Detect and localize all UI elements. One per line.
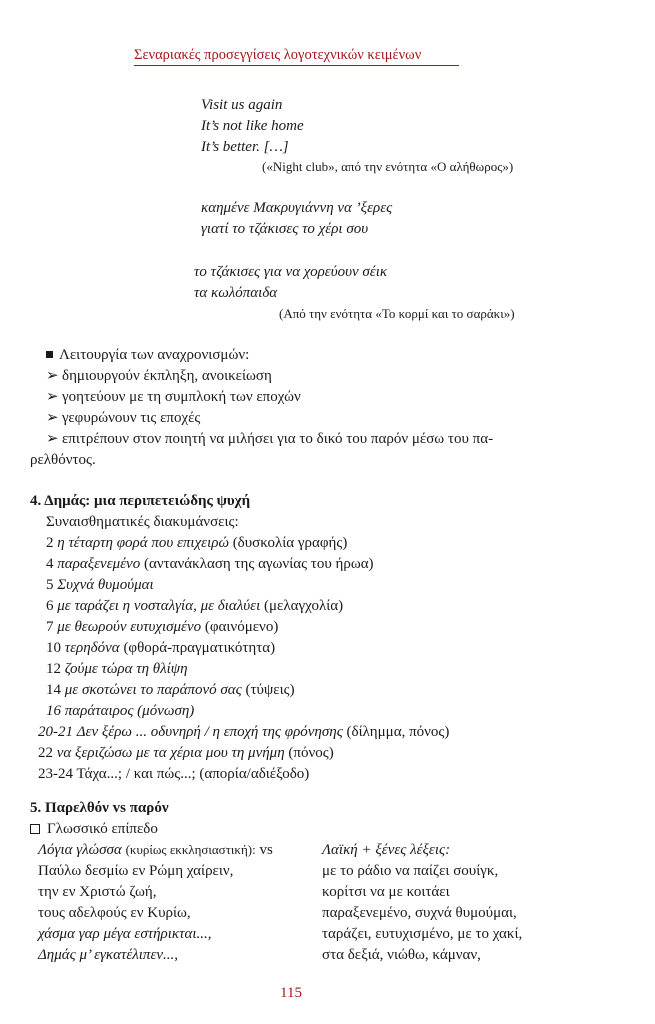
poem-line: τα κωλόπαιδα bbox=[194, 285, 278, 301]
poem-line: It’s better. […] bbox=[201, 139, 289, 155]
section-subtitle bbox=[30, 820, 158, 838]
note: (δίλημμα, πόνος) bbox=[346, 724, 450, 740]
left-head-note: (κυρίως εκκλησιαστική): bbox=[125, 842, 256, 857]
line-number: 12 bbox=[46, 661, 61, 677]
poem-line: το τζάκισες για να χορεύουν σέικ bbox=[194, 264, 388, 280]
left-line: χάσμα γαρ μέγα εστήρικται..., bbox=[38, 926, 212, 942]
list-item bbox=[46, 597, 343, 615]
arrow-bullet-icon: ➢ bbox=[46, 389, 59, 405]
column-header-left bbox=[38, 841, 273, 859]
list-item bbox=[46, 409, 200, 427]
page-number: 115 bbox=[280, 985, 302, 1001]
column-header-right: Λαϊκή + ξένες λέξεις: bbox=[322, 842, 451, 858]
line-number: 23-24 bbox=[38, 766, 73, 782]
list-item bbox=[46, 702, 194, 720]
anachronisms-title-text: Λειτουργία των αναχρονισμών: bbox=[59, 347, 250, 363]
note: (δυσκολία γραφής) bbox=[232, 535, 348, 551]
left-line: Παύλω δεσμίω εν Ρώμη χαίρειν, bbox=[38, 863, 234, 879]
right-line: κορίτσι να με κοιτάει bbox=[322, 884, 450, 900]
poem-line: καημένε Μακρυγιάννη να ’ξερες bbox=[201, 200, 393, 216]
quote: παραξενεμένο bbox=[57, 556, 141, 572]
quote: η τέταρτη φορά που επιχειρώ bbox=[57, 535, 229, 551]
quote: να ξεριζώσω με τα χέρια μου τη μνήμη bbox=[56, 745, 285, 761]
list-item bbox=[46, 618, 278, 636]
line-number: 16 bbox=[46, 703, 61, 719]
list-item bbox=[46, 639, 275, 657]
list-item bbox=[46, 660, 188, 678]
list-item bbox=[46, 681, 295, 699]
quote: τερηδόνα bbox=[64, 640, 120, 656]
running-header: Σεναριακές προσεγγίσεις λογοτεχνικών κειμένων bbox=[134, 46, 459, 66]
section-subtitle: Συναισθηματικές διακυμάνσεις: bbox=[46, 514, 239, 530]
right-line: με το ράδιο να παίζει σουίγκ, bbox=[322, 863, 499, 879]
line-number: 4 bbox=[46, 556, 54, 572]
list-item bbox=[46, 555, 374, 573]
quote: με σκοτώνει το παράπονό σας bbox=[64, 682, 242, 698]
left-head: Λόγια γλώσσα bbox=[38, 842, 122, 858]
square-bullet-icon bbox=[46, 351, 53, 358]
note: (αντανάκλαση της αγωνίας του ήρωα) bbox=[143, 556, 374, 572]
list-item bbox=[38, 723, 449, 741]
section-subtitle-text: Γλωσσικό επίπεδο bbox=[47, 821, 158, 837]
line-number: 20-21 bbox=[38, 724, 73, 740]
list-item bbox=[46, 534, 347, 552]
list-item-text: επιτρέπουν στον ποιητή να μιλήσει για το δικό του παρόν μέσω του πα- bbox=[62, 431, 494, 447]
section-heading: 4. Δημάς: μια περιπετειώδης ψυχή bbox=[30, 493, 251, 509]
line-number: 7 bbox=[46, 619, 54, 635]
arrow-bullet-icon: ➢ bbox=[46, 431, 59, 447]
poem-line: Visit us again bbox=[201, 97, 283, 113]
note: (μελαγχολία) bbox=[264, 598, 344, 614]
line-number: 6 bbox=[46, 598, 54, 614]
line-number: 10 bbox=[46, 640, 61, 656]
arrow-bullet-icon: ➢ bbox=[46, 410, 59, 426]
note: (φαινόμενο) bbox=[204, 619, 279, 635]
line-number: 22 bbox=[38, 745, 53, 761]
list-item bbox=[46, 576, 154, 594]
quote: Δεν ξέρω ... οδυνηρή / η εποχή της φρόνησης bbox=[76, 724, 343, 740]
poem-line: γιατί το τζάκισες το χέρι σου bbox=[201, 221, 369, 237]
list-item bbox=[46, 367, 272, 385]
list-item bbox=[38, 744, 334, 762]
left-line: την εν Χριστώ ζωή, bbox=[38, 884, 157, 900]
list-item-text: δημιουργούν έκπληξη, ανοικείωση bbox=[62, 368, 272, 384]
note: (απορία/αδιέξοδο) bbox=[199, 766, 310, 782]
quote: Συχνά θυμούμαι bbox=[57, 577, 154, 593]
vs-label: vs bbox=[259, 842, 273, 858]
line-number: 14 bbox=[46, 682, 61, 698]
list-item bbox=[38, 765, 309, 783]
anachronisms-title bbox=[46, 346, 249, 364]
list-item bbox=[46, 388, 301, 406]
note: (μόνωση) bbox=[137, 703, 195, 719]
list-item-text: γεφυρώνουν τις εποχές bbox=[62, 410, 201, 426]
note: (τύψεις) bbox=[245, 682, 295, 698]
quote: με ταράζει η νοσταλγία, με διαλύει bbox=[57, 598, 261, 614]
poem-line: It’s not like home bbox=[201, 118, 304, 134]
list-item bbox=[46, 430, 493, 448]
line-number: 2 bbox=[46, 535, 54, 551]
quote: με θεωρούν ευτυχισμένο bbox=[57, 619, 202, 635]
right-line: ταράζει, ευτυχισμένο, με το χακί, bbox=[322, 926, 523, 942]
poem-source: («Night club», από την ενότητα «Ο αλήθωρος») bbox=[262, 159, 514, 174]
list-item-continuation: ρελθόντος. bbox=[30, 452, 96, 468]
right-line: στα δεξιά, νιώθω, κάμναν, bbox=[322, 947, 481, 963]
list-item-text: γοητεύουν με τη συμπλοκή των εποχών bbox=[62, 389, 301, 405]
left-line: τους αδελφούς εν Κυρίω, bbox=[38, 905, 191, 921]
quote: παράταιρος bbox=[64, 703, 134, 719]
quote: ζούμε τώρα τη θλίψη bbox=[64, 661, 188, 677]
section-heading: 5. Παρελθόν vs παρόν bbox=[30, 800, 169, 816]
line-number: 5 bbox=[46, 577, 54, 593]
arrow-bullet-icon: ➢ bbox=[46, 368, 59, 384]
right-line: παραξενεμένο, συχνά θυμούμαι, bbox=[322, 905, 517, 921]
checkbox-bullet-icon bbox=[30, 824, 40, 834]
poem-source: (Από την ενότητα «Το κορμί και το σαράκι») bbox=[279, 306, 515, 321]
left-line: Δημάς μ’ εγκατέλιπεν..., bbox=[38, 947, 179, 963]
note: (φθορά-πραγματικότητα) bbox=[123, 640, 276, 656]
note: (πόνος) bbox=[288, 745, 334, 761]
quote: Τάχα...; / και πώς...; bbox=[76, 766, 196, 782]
